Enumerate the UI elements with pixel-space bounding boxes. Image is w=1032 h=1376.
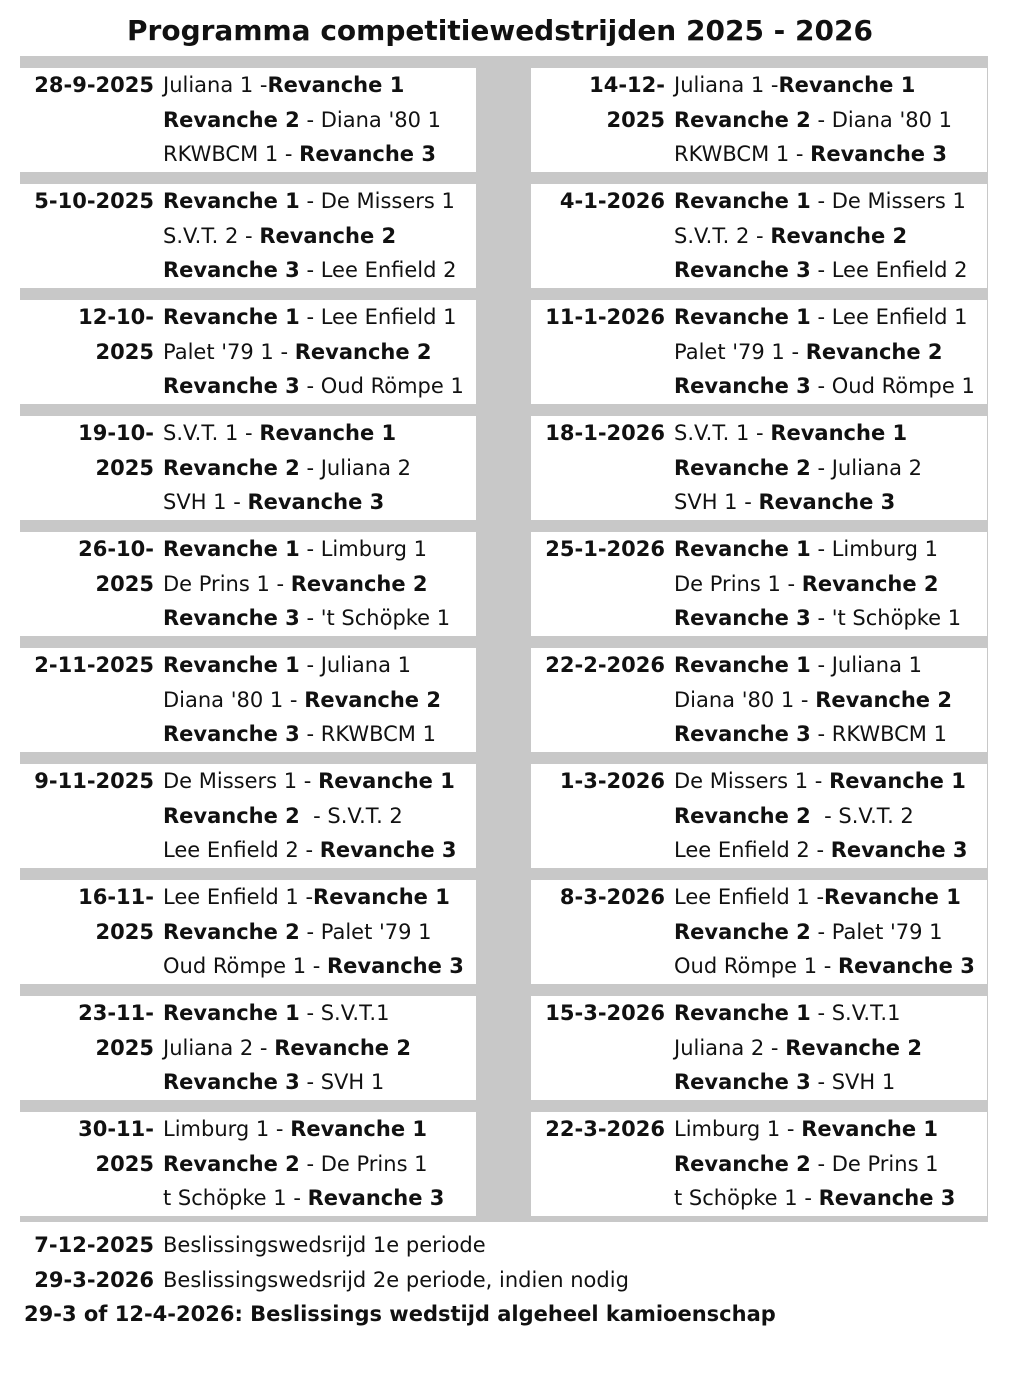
match-line <box>163 996 411 1031</box>
team-revanche: Revanche 3 <box>163 258 300 283</box>
match-line <box>674 1147 955 1182</box>
match-round <box>531 184 987 288</box>
round-date: 18-1-2026 <box>545 421 665 445</box>
round-date: 15-3-2026 <box>545 1001 665 1025</box>
match-line <box>163 451 411 486</box>
team-opponent: - De Missers 1 <box>299 189 455 213</box>
team-opponent: De Prins 1 - <box>163 571 291 596</box>
team-revanche: Revanche 3 <box>674 606 811 631</box>
team-revanche: Revanche 3 <box>838 954 975 979</box>
round-date: 9-11-2025 <box>34 769 154 793</box>
match-round <box>531 880 987 984</box>
team-revanche: Revanche 3 <box>163 374 300 399</box>
match-list <box>674 184 968 288</box>
team-opponent: - SVH 1 <box>810 1070 896 1095</box>
round-date: 25-1-2026 <box>545 537 665 561</box>
team-revanche: Revanche 1 <box>824 885 961 909</box>
round-date: 8-3-2026 <box>559 885 665 909</box>
team-opponent: - Diana '80 1 <box>299 107 441 132</box>
team-opponent: S.V.T. 2 - <box>163 223 260 248</box>
round-date: 12-10-2025 <box>78 305 154 364</box>
match-list <box>674 532 961 636</box>
match-line <box>674 1181 955 1216</box>
match-line <box>674 219 968 254</box>
team-opponent: SVH 1 - <box>674 490 759 515</box>
match-list <box>163 880 464 984</box>
team-opponent: - Juliana 2 <box>810 455 922 480</box>
team-opponent: - Palet '79 1 <box>299 919 432 944</box>
match-round <box>20 68 476 172</box>
team-revanche: Revanche 1 <box>674 653 811 677</box>
match-list <box>674 996 922 1100</box>
match-line <box>163 601 450 636</box>
team-revanche: Revanche 3 <box>319 838 457 863</box>
team-opponent: - Limburg 1 <box>299 537 427 561</box>
match-line <box>163 648 441 683</box>
team-opponent: Limburg 1 - <box>674 1117 802 1141</box>
team-revanche: Revanche 1 <box>267 73 405 97</box>
match-line <box>674 764 968 799</box>
match-line <box>163 253 457 288</box>
match-line <box>674 253 968 288</box>
team-revanche: Revanche 2 <box>304 687 441 712</box>
team-opponent: - Lee Enfield 1 <box>810 305 968 329</box>
schedule-column-left <box>20 68 476 1228</box>
team-opponent: - Lee Enfield 2 <box>299 258 457 283</box>
team-opponent: Palet '79 1 - <box>163 339 295 364</box>
footer-date: 7-12-2025 <box>34 1233 154 1257</box>
round-date: 4-1-2026 <box>559 189 665 213</box>
team-opponent: - Oud Römpe 1 <box>810 374 975 399</box>
team-opponent: Juliana 2 - <box>163 1035 275 1060</box>
team-opponent: Lee Enfield 2 - <box>674 838 831 863</box>
team-opponent: Diana '80 1 - <box>163 687 305 712</box>
match-line <box>163 915 464 950</box>
team-revanche: Revanche 1 <box>313 885 450 909</box>
team-revanche: Revanche 2 <box>805 339 943 364</box>
team-revanche: Revanche 2 <box>294 339 432 364</box>
match-list <box>674 880 975 984</box>
team-revanche: Revanche 1 <box>674 189 811 213</box>
team-revanche: Revanche 2 <box>290 571 428 596</box>
match-round <box>531 300 987 404</box>
team-opponent: - S.V.T.1 <box>299 1001 390 1025</box>
team-opponent: - Limburg 1 <box>810 537 938 561</box>
footer-date: 29-3-2026 <box>34 1267 154 1292</box>
round-date: 2-11-2025 <box>34 653 154 677</box>
team-opponent: - De Prins 1 <box>299 1151 428 1176</box>
match-line <box>674 567 961 602</box>
team-opponent: Diana '80 1 - <box>674 687 816 712</box>
match-round <box>531 648 987 752</box>
match-line <box>163 335 464 370</box>
match-line <box>674 880 975 915</box>
match-line <box>163 1065 411 1100</box>
team-revanche: Revanche 3 <box>307 1186 445 1211</box>
page-title: Programma competitiewedstrijden 2025 - 2026 <box>127 14 873 47</box>
team-revanche: Revanche 1 <box>163 537 300 561</box>
team-revanche: Revanche 3 <box>674 1070 811 1095</box>
match-list <box>674 764 968 868</box>
team-revanche: Revanche 2 <box>815 687 952 712</box>
round-date: 26-10-2025 <box>78 537 154 596</box>
match-round <box>20 996 476 1100</box>
schedule-column-right <box>531 68 987 1228</box>
match-round <box>20 1112 476 1216</box>
round-date: 11-1-2026 <box>545 305 665 329</box>
team-revanche: Revanche 3 <box>758 490 896 515</box>
team-opponent: - SVH 1 <box>299 1070 385 1095</box>
match-line <box>674 601 961 636</box>
team-revanche: Revanche 2 <box>801 571 939 596</box>
match-list <box>674 648 952 752</box>
team-revanche: Revanche 2 <box>674 455 811 480</box>
match-line <box>163 1112 444 1147</box>
round-date: 5-10-2025 <box>34 189 154 213</box>
match-line <box>163 184 457 219</box>
match-line <box>674 683 952 718</box>
team-opponent: - Juliana 1 <box>299 653 411 677</box>
footer-championship-note: 29-3 of 12-4-2026: Beslissings wedstijd algeheel kamioenschap <box>24 1302 776 1327</box>
team-opponent: - 't Schöpke 1 <box>810 606 962 631</box>
match-line <box>674 996 922 1031</box>
team-opponent: Lee Enfield 1 - <box>674 885 825 909</box>
match-line <box>163 1031 411 1066</box>
match-round <box>20 648 476 752</box>
team-revanche: Revanche 1 <box>163 189 300 213</box>
match-list <box>163 416 411 520</box>
round-date: 28-9-2025 <box>34 73 154 97</box>
team-opponent: - De Prins 1 <box>810 1151 939 1176</box>
match-line <box>163 103 441 138</box>
match-list <box>163 532 450 636</box>
match-line <box>163 1181 444 1216</box>
match-list <box>674 416 922 520</box>
match-line <box>674 949 975 984</box>
team-opponent: De Prins 1 - <box>674 571 802 596</box>
match-line <box>674 68 952 103</box>
team-revanche: Revanche 3 <box>163 606 300 631</box>
match-line <box>163 880 464 915</box>
match-line <box>674 416 922 451</box>
match-line <box>163 416 411 451</box>
match-line <box>674 915 975 950</box>
team-opponent: De Missers 1 - <box>163 769 319 793</box>
team-revanche: Revanche 1 <box>290 1117 427 1141</box>
team-revanche: Revanche 1 <box>163 653 300 677</box>
match-list <box>674 68 952 172</box>
match-line <box>674 300 975 335</box>
match-list <box>163 300 464 404</box>
match-line <box>674 648 952 683</box>
match-round <box>531 1112 987 1216</box>
match-line <box>674 485 922 520</box>
match-line <box>163 300 464 335</box>
team-opponent: S.V.T. 2 - <box>674 223 771 248</box>
match-line <box>163 683 441 718</box>
footer-text: Beslissingswedsrijd 1e periode <box>163 1233 486 1257</box>
round-date: 19-10-2025 <box>78 421 154 480</box>
footer-notes <box>20 1228 1000 1332</box>
team-opponent: - Palet '79 1 <box>810 919 943 944</box>
match-list <box>674 300 975 404</box>
round-date: 30-11-2025 <box>78 1117 154 1176</box>
match-round <box>20 532 476 636</box>
match-round <box>20 416 476 520</box>
team-opponent: - S.V.T.1 <box>810 1001 901 1025</box>
team-revanche: Revanche 2 <box>163 107 300 132</box>
team-opponent: - De Missers 1 <box>810 189 966 213</box>
match-line <box>163 799 457 834</box>
team-opponent: Juliana 1 - <box>163 73 268 97</box>
team-revanche: Revanche 1 <box>318 769 455 793</box>
round-date: 14-12-2025 <box>589 73 665 132</box>
team-revanche: Revanche 1 <box>163 305 300 329</box>
round-date: 22-3-2026 <box>545 1117 665 1141</box>
team-opponent: - Juliana 1 <box>810 653 922 677</box>
team-opponent: t Schöpke 1 - <box>163 1186 308 1211</box>
team-revanche: Revanche 2 <box>674 1151 811 1176</box>
team-revanche: Revanche 3 <box>247 490 385 515</box>
team-opponent: Oud Römpe 1 - <box>674 954 839 979</box>
team-opponent: - Lee Enfield 2 <box>810 258 968 283</box>
team-opponent: Juliana 1 - <box>674 73 779 97</box>
team-opponent: - RKWBCM 1 <box>810 722 947 747</box>
match-line <box>163 485 411 520</box>
match-line <box>674 799 968 834</box>
match-round <box>531 996 987 1100</box>
match-round <box>531 416 987 520</box>
round-date: 1-3-2026 <box>559 769 665 793</box>
team-revanche: Revanche 1 <box>674 1001 811 1025</box>
round-date: 22-2-2026 <box>545 653 665 677</box>
match-line <box>674 1065 922 1100</box>
round-date: 16-11-2025 <box>78 885 154 944</box>
team-opponent: Oud Römpe 1 - <box>163 954 328 979</box>
match-line <box>163 1147 444 1182</box>
match-line <box>674 137 952 172</box>
team-opponent: S.V.T. 1 - <box>674 421 771 445</box>
team-revanche: Revanche 3 <box>327 954 464 979</box>
match-list <box>674 1112 955 1216</box>
team-opponent: - Diana '80 1 <box>810 107 952 132</box>
team-revanche: Revanche 3 <box>810 142 947 167</box>
team-opponent: Palet '79 1 - <box>674 339 806 364</box>
match-line <box>674 335 975 370</box>
team-revanche: Revanche 3 <box>299 142 436 167</box>
team-revanche: Revanche 1 <box>801 1117 938 1141</box>
match-line <box>674 532 961 567</box>
match-line <box>163 137 441 172</box>
team-revanche: Revanche 2 <box>163 919 300 944</box>
team-opponent: RKWBCM 1 - <box>163 142 300 167</box>
footer-row <box>20 1228 1000 1263</box>
team-opponent: Juliana 2 - <box>674 1035 786 1060</box>
match-line <box>674 369 975 404</box>
match-line <box>674 451 922 486</box>
team-revanche: Revanche 1 <box>163 1001 300 1025</box>
team-revanche: Revanche 2 <box>163 803 300 828</box>
match-line <box>674 717 952 752</box>
match-line <box>674 1031 922 1066</box>
team-opponent: RKWBCM 1 - <box>674 142 811 167</box>
match-list <box>163 184 457 288</box>
match-line <box>674 103 952 138</box>
match-line <box>163 567 450 602</box>
match-line <box>674 1112 955 1147</box>
team-revanche: Revanche 2 <box>785 1035 922 1060</box>
team-revanche: Revanche 3 <box>674 722 811 747</box>
team-opponent: - Lee Enfield 1 <box>299 305 457 329</box>
team-opponent: - S.V.T. 2 <box>299 803 403 828</box>
team-opponent: - RKWBCM 1 <box>299 722 436 747</box>
team-revanche: Revanche 3 <box>830 838 968 863</box>
team-revanche: Revanche 2 <box>770 223 908 248</box>
match-line <box>163 949 464 984</box>
team-revanche: Revanche 1 <box>778 73 916 97</box>
footer-row <box>20 1297 1000 1332</box>
team-opponent: - 't Schöpke 1 <box>299 606 451 631</box>
team-revanche: Revanche 1 <box>674 537 811 561</box>
match-list <box>163 68 441 172</box>
team-revanche: Revanche 2 <box>274 1035 411 1060</box>
match-list <box>163 1112 444 1216</box>
match-line <box>163 219 457 254</box>
team-opponent: - S.V.T. 2 <box>810 803 914 828</box>
team-opponent: S.V.T. 1 - <box>163 421 260 445</box>
match-line <box>163 68 441 103</box>
team-revanche: Revanche 3 <box>163 1070 300 1095</box>
team-revanche: Revanche 2 <box>674 803 811 828</box>
team-opponent: - Oud Römpe 1 <box>299 374 464 399</box>
match-line <box>163 764 457 799</box>
team-opponent: De Missers 1 - <box>674 769 830 793</box>
team-opponent: t Schöpke 1 - <box>674 1186 819 1211</box>
match-list <box>163 996 411 1100</box>
match-round <box>531 764 987 868</box>
match-round <box>531 532 987 636</box>
team-opponent: Lee Enfield 2 - <box>163 838 320 863</box>
team-revanche: Revanche 3 <box>163 722 300 747</box>
round-date: 23-11-2025 <box>78 1001 154 1060</box>
match-line <box>674 184 968 219</box>
match-round <box>20 764 476 868</box>
team-revanche: Revanche 1 <box>770 421 908 445</box>
match-round <box>20 300 476 404</box>
team-opponent: SVH 1 - <box>163 490 248 515</box>
team-revanche: Revanche 2 <box>674 919 811 944</box>
footer-row <box>20 1263 1000 1298</box>
team-revanche: Revanche 3 <box>818 1186 956 1211</box>
match-round <box>531 68 987 172</box>
team-revanche: Revanche 2 <box>163 455 300 480</box>
match-line <box>163 369 464 404</box>
team-revanche: Revanche 1 <box>674 305 811 329</box>
match-line <box>674 833 968 868</box>
team-revanche: Revanche 1 <box>829 769 966 793</box>
footer-text: Beslissingswedsrijd 2e periode, indien nodig <box>163 1267 629 1292</box>
team-revanche: Revanche 2 <box>674 107 811 132</box>
team-revanche: Revanche 3 <box>674 258 811 283</box>
match-list <box>163 648 441 752</box>
match-line <box>163 532 450 567</box>
team-revanche: Revanche 3 <box>674 374 811 399</box>
team-revanche: Revanche 1 <box>259 421 397 445</box>
match-line <box>163 833 457 868</box>
match-round <box>20 184 476 288</box>
team-revanche: Revanche 2 <box>163 1151 300 1176</box>
team-revanche: Revanche 2 <box>259 223 397 248</box>
team-opponent: Lee Enfield 1 - <box>163 885 314 909</box>
team-opponent: - Juliana 2 <box>299 455 411 480</box>
match-line <box>163 717 441 752</box>
match-list <box>163 764 457 868</box>
match-round <box>20 880 476 984</box>
team-opponent: Limburg 1 - <box>163 1117 291 1141</box>
